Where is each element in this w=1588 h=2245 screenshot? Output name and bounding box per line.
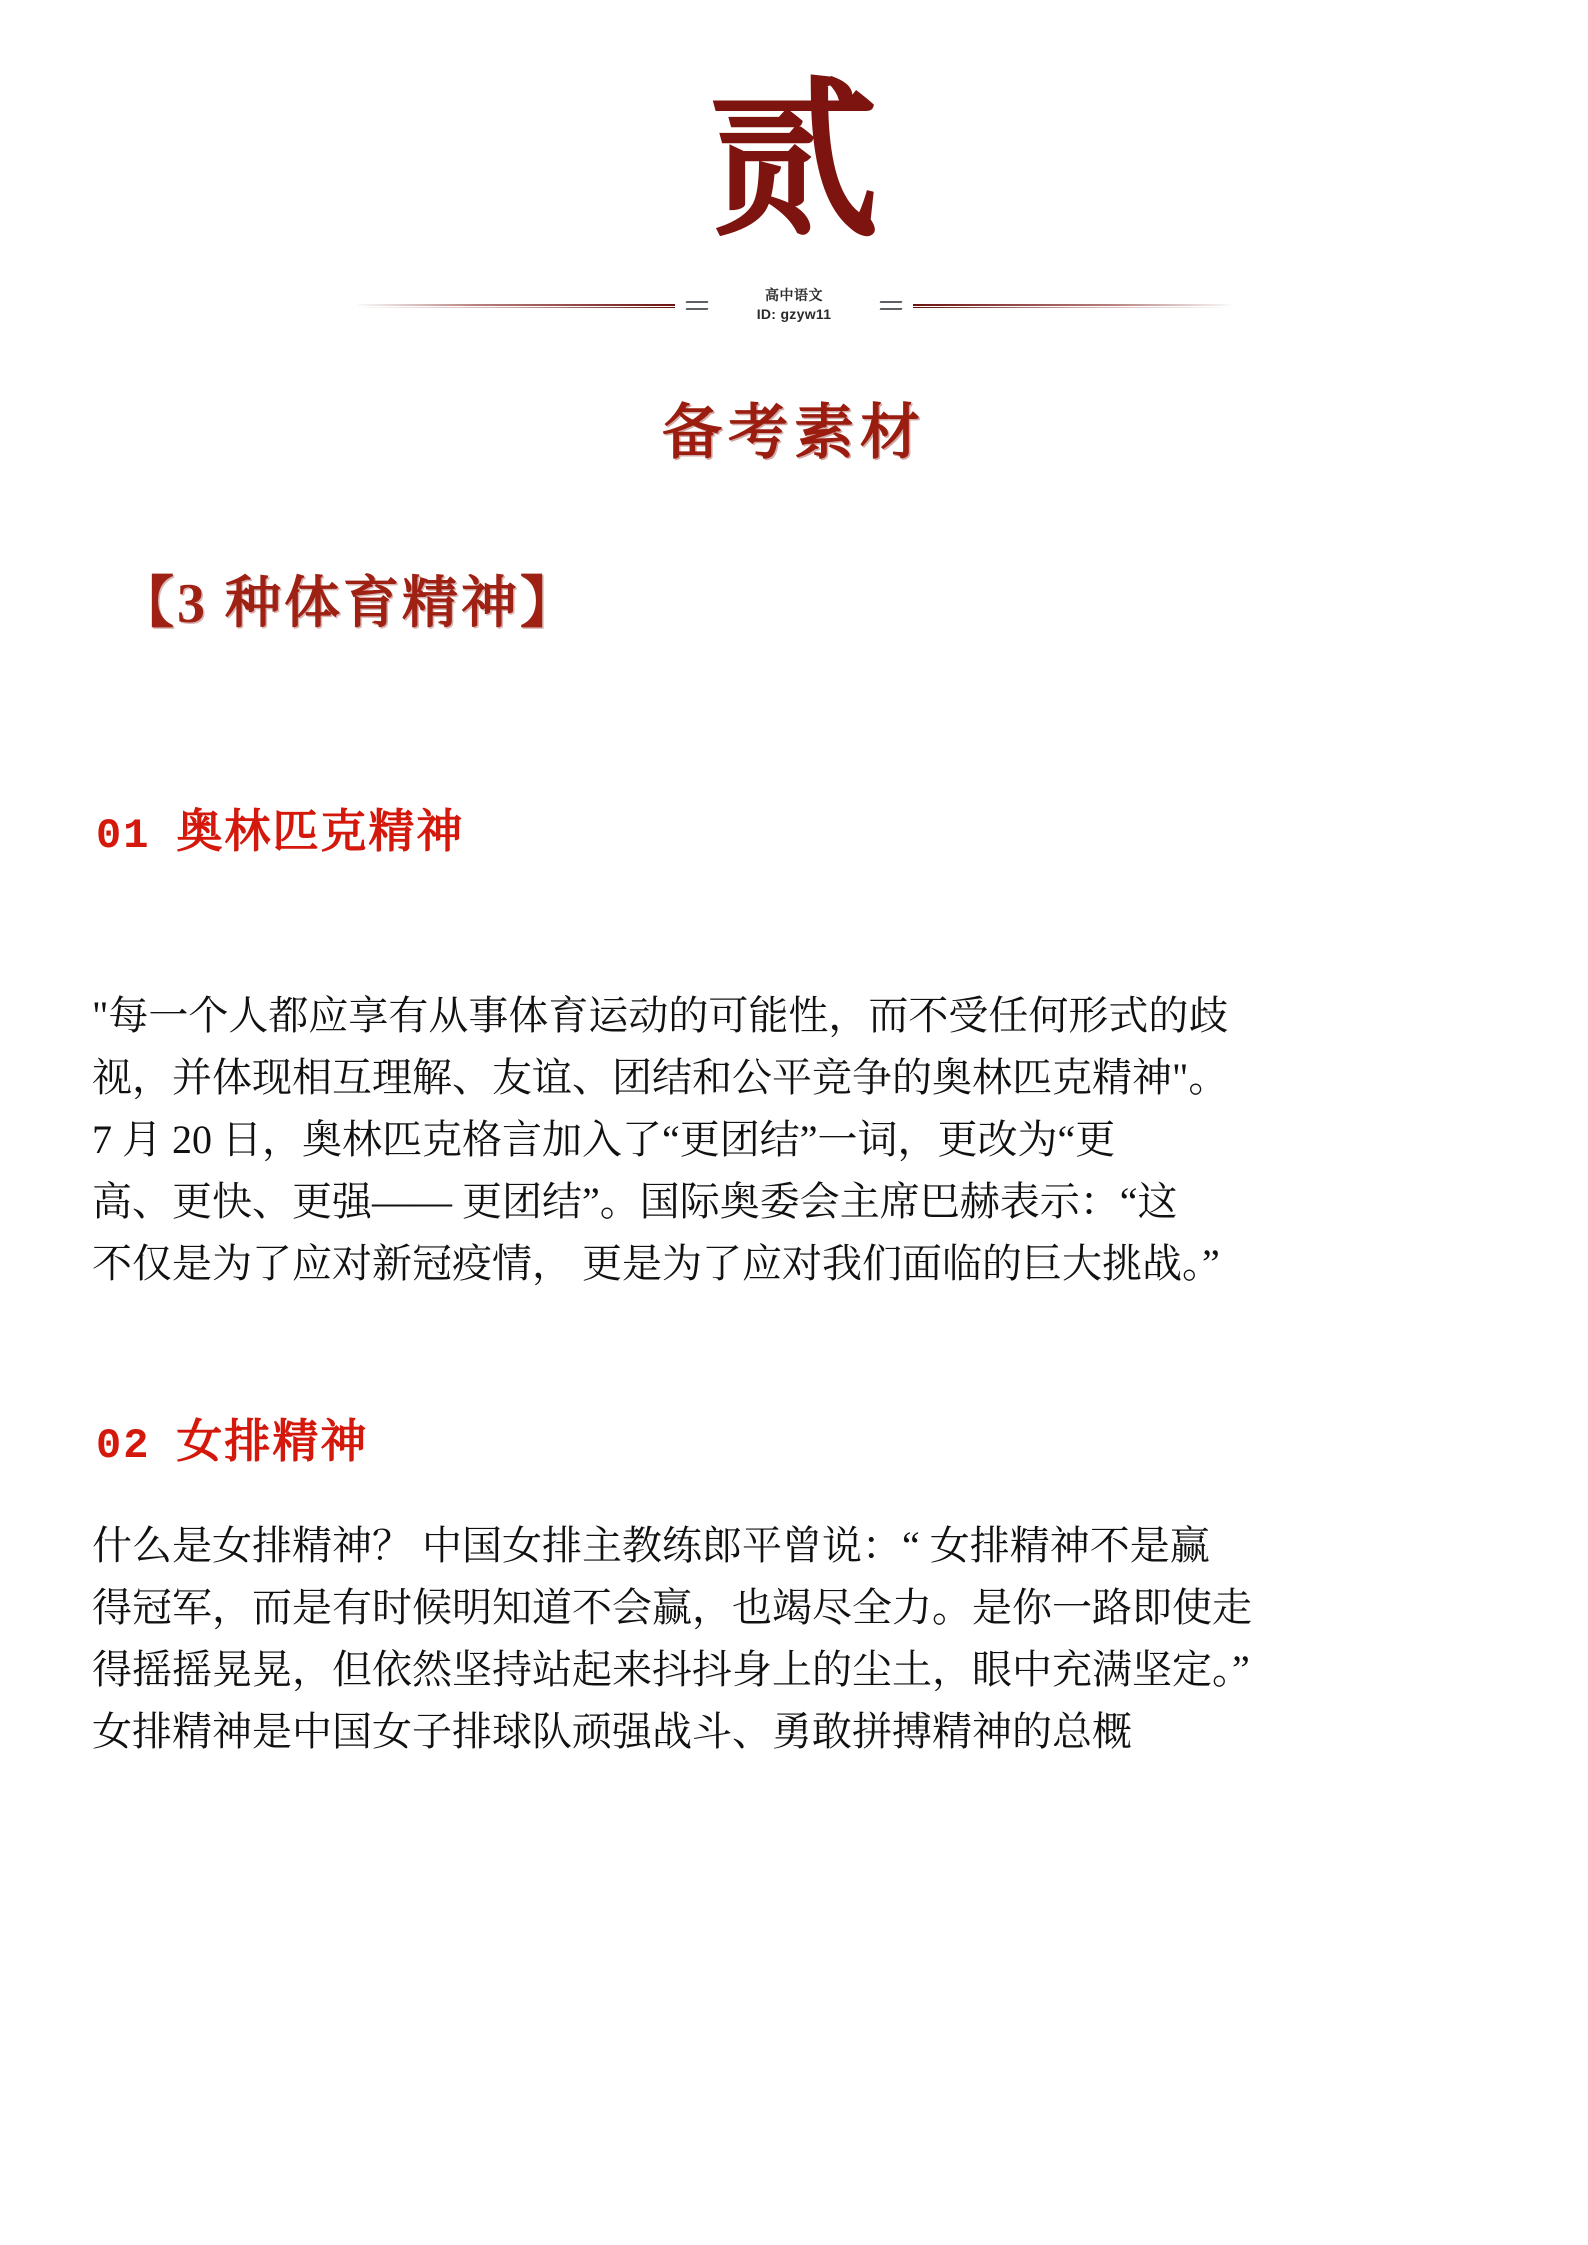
paragraph-line: 7 月 20 日，奥林匹克格言加入了“更团结”一词，更改为“更 <box>92 1117 1116 1162</box>
ornament-divider <box>0 286 1588 326</box>
section-heading-volleyball <box>96 1405 368 1471</box>
divider-rule-left <box>357 303 675 308</box>
section-title: 奥林匹克精神 <box>176 805 465 857</box>
paragraph-line: 视，并体现相互理解、友谊、团结和公平竞争的奥林匹克精神"。 <box>92 1055 1229 1100</box>
divider-rule-right <box>913 303 1231 308</box>
paragraph-olympic-spirit <box>92 985 1504 1295</box>
page-title: 备考素材 <box>662 400 926 466</box>
section-number: 01 <box>96 812 151 860</box>
double-slash-icon-left <box>684 295 710 317</box>
paragraph-line: 得冠军，而是有时候明知道不会赢，也竭尽全力。是你一路即使走 <box>92 1585 1252 1630</box>
stamp-account-id: ID: gzyw11 <box>756 305 832 322</box>
header-ornament <box>0 0 1588 360</box>
section-number: 02 <box>96 1422 151 1470</box>
chapter-numeral: 贰 <box>708 69 879 257</box>
stamp-account-name: 高中语文 <box>765 287 823 303</box>
double-slash-icon-right <box>878 295 904 317</box>
paragraph-volleyball-spirit <box>92 1515 1504 1763</box>
watermark-stamp <box>719 286 869 326</box>
section-heading-olympic <box>96 795 464 861</box>
paragraph-line: 不仅是为了应对新冠疫情， 更是为了应对我们面临的巨大挑战。” <box>92 1241 1220 1286</box>
paragraph-line: 女排精神是中国女子排球队顽强战斗、勇敢拼搏精神的总概 <box>92 1709 1132 1754</box>
paragraph-line: "每一个人都应享有从事体育运动的可能性，而不受任何形式的歧 <box>92 993 1229 1038</box>
paragraph-line: 高、更快、更强—— 更团结”。国际奥委会主席巴赫表示：“这 <box>92 1179 1178 1224</box>
paragraph-line: 得摇摇晃晃，但依然坚持站起来抖抖身上的尘土，眼中充满坚定。” <box>92 1647 1250 1692</box>
paragraph-line: 什么是女排精神？ 中国女排主教练郎平曾说：“ 女排精神不是赢 <box>92 1523 1210 1568</box>
topic-heading: 【3 种体育精神】 <box>118 573 579 635</box>
section-title: 女排精神 <box>176 1415 369 1467</box>
